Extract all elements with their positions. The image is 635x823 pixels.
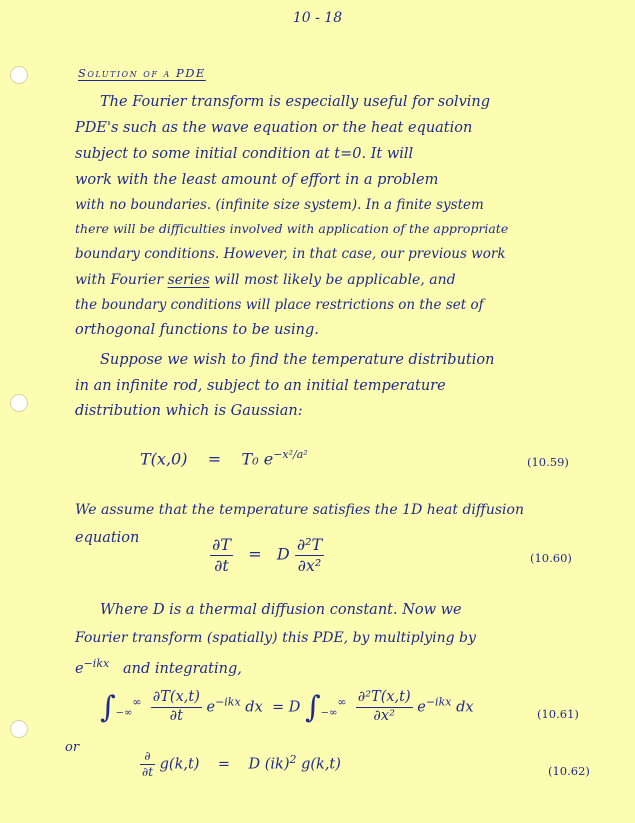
equation-10-59: [140, 448, 308, 468]
paragraph-line: there will be difficulties involved with application of the appropriate: [75, 221, 509, 236]
eikx-trailing-text: and integrating,: [123, 660, 242, 677]
eq60-equals: =: [248, 544, 262, 564]
eq59-exponent: −x²/a²: [273, 448, 308, 461]
eq59-equals: =: [207, 449, 222, 469]
eq62-equals: =: [217, 756, 231, 773]
eq60-lhs-den: ∂t: [214, 555, 229, 575]
paragraph-line: work with the least amount of effort in a problem: [75, 172, 439, 188]
eq59-coef: T₀ e: [241, 449, 274, 469]
eq61-kernel: e: [206, 699, 216, 716]
eq60-lhs-fraction: [210, 536, 233, 574]
eq60-rhs-num: ∂²T: [296, 535, 323, 554]
eq60-rhs-den: ∂x²: [297, 555, 322, 575]
eq60-coef: D: [276, 544, 290, 564]
equation-10-61: [100, 690, 474, 725]
integral-upper: ∞: [132, 695, 142, 709]
eq61-rhs-den: ∂x²: [373, 708, 395, 724]
binder-hole: [10, 394, 28, 412]
eq61-lhs-fraction: [151, 690, 202, 725]
eq62-rhs-a: D (ik): [248, 756, 290, 773]
integral-sign: ∫: [304, 690, 321, 725]
paragraph-line: orthogonal functions to be using.: [75, 322, 319, 338]
paragraph-line: with Fourier series will most likely be applicable, and: [75, 272, 456, 288]
eq62-d-num: ∂: [140, 750, 155, 765]
eq61-kernel-exp: −ikx: [425, 695, 452, 709]
eq61-kernel: e: [417, 699, 426, 716]
eikx-base: e: [75, 660, 84, 677]
eikx-exponent: −ikx: [83, 657, 110, 670]
paragraph-line: equation: [75, 530, 140, 546]
paragraph-line: boundary conditions. However, in that case, our previous work: [75, 246, 506, 262]
paragraph-line: Fourier transform (spatially) this PDE, by multiplying by: [75, 630, 476, 646]
paragraph-line: with no boundaries. (infinite size system). In a finite system: [75, 197, 484, 213]
equation-10-62: [140, 750, 341, 779]
paragraph-line: The Fourier transform is especially useful for solving: [100, 94, 491, 110]
equation-number: (10.60): [530, 551, 572, 565]
eq61-rhs-fraction: [356, 690, 413, 725]
series-underlined-word: series: [167, 272, 210, 288]
eq62-lhs: g(k,t): [159, 756, 200, 773]
eq62-rhs-exp: 2: [289, 752, 297, 766]
equation-number: (10.62): [548, 764, 590, 778]
integral-sign: ∫: [100, 690, 116, 725]
paragraph-line: [75, 654, 242, 679]
eq61-equals: = D: [271, 699, 301, 716]
paragraph-line: Where D is a thermal diffusion constant. Now we: [100, 602, 462, 618]
or-connector: or: [65, 740, 80, 755]
paragraph-line: the boundary conditions will place restrictions on the set of: [75, 297, 484, 313]
eq62-rhs-b: g(k,t): [301, 756, 341, 773]
eq61-dx: dx: [456, 699, 474, 716]
paragraph-line: PDE's such as the wave equation or the heat equation: [75, 120, 473, 136]
integral-lower: −∞: [115, 707, 133, 719]
section-heading: Solution of a PDE: [78, 66, 206, 80]
eq62-derivative: [140, 750, 155, 779]
equation-10-60: [210, 536, 324, 574]
eq62-d-den: ∂t: [142, 765, 154, 780]
integral-lower: −∞: [320, 707, 338, 719]
binder-hole: [10, 66, 28, 84]
paragraph-line: We assume that the temperature satisfies the 1D heat diffusion: [75, 502, 524, 518]
binder-hole: [10, 720, 28, 738]
integral-upper: ∞: [337, 695, 347, 709]
page-number: 10 - 18: [292, 10, 343, 26]
eq61-kernel-exp: −ikx: [215, 695, 241, 709]
equation-number: (10.61): [537, 707, 579, 721]
paragraph-line: Suppose we wish to find the temperature distribution: [100, 352, 495, 368]
eq60-rhs-fraction: [295, 536, 324, 574]
paragraph-line: distribution which is Gaussian:: [75, 403, 303, 419]
eq59-lhs: T(x,0): [140, 449, 188, 469]
eq61-lhs-den: ∂t: [169, 708, 183, 724]
eq61-dx: dx: [245, 699, 263, 716]
equation-number: (10.59): [527, 455, 569, 469]
paragraph-line: subject to some initial condition at t=0. It will: [75, 146, 414, 162]
paragraph-line: in an infinite rod, subject to an initial temperature: [75, 378, 446, 394]
eq60-lhs-num: ∂T: [212, 535, 231, 554]
eq61-lhs-num: ∂T(x,t): [151, 690, 202, 708]
eq61-rhs-num: ∂²T(x,t): [356, 690, 413, 708]
